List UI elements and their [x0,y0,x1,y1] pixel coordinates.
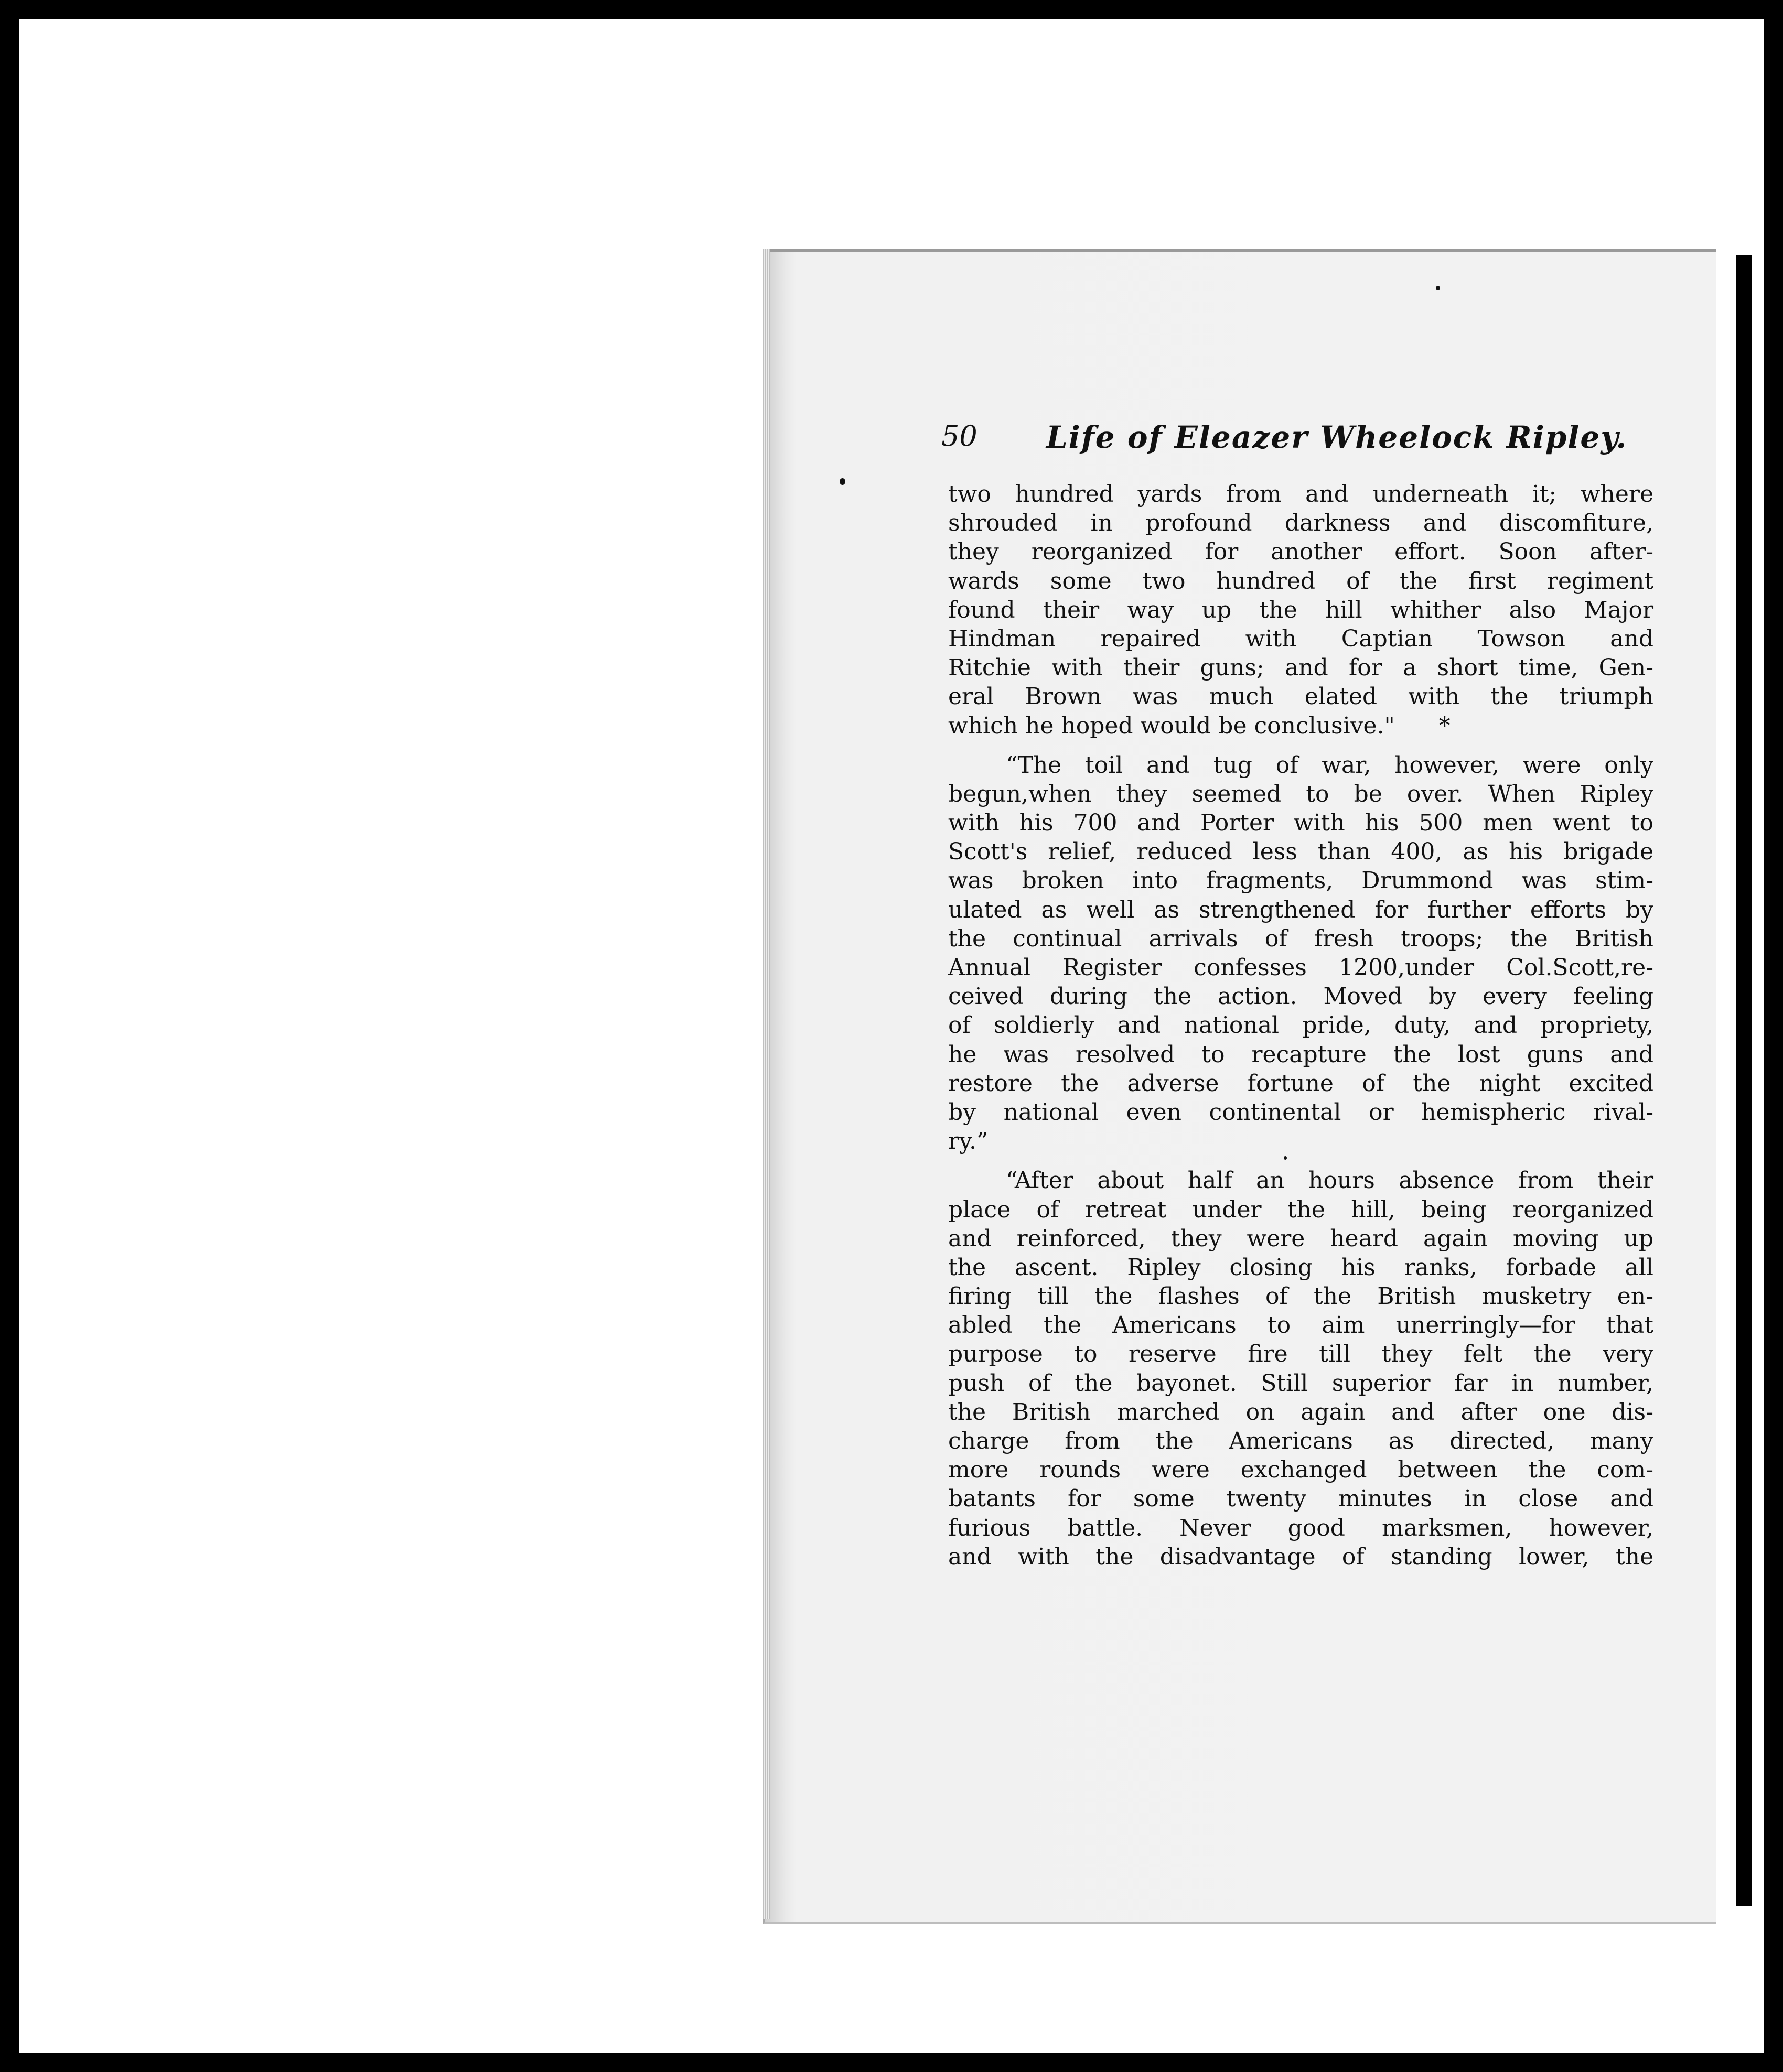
text-line: was broken into fragments, Drummond was stim- [948,867,1653,894]
text-line: purpose to reserve fire till they felt the very [948,1341,1653,1368]
scan-speck [840,478,845,485]
text-line: ceived during the action. Moved by every feeling [948,983,1653,1010]
text-line: they reorganized for another effort. Soon after- [948,538,1653,566]
text-line: shrouded in profound darkness and discomfiture, [948,510,1653,537]
text-line: firing till the flashes of the British musketry en- [948,1283,1653,1310]
text-line: the continual arrivals of fresh troops; the British [948,925,1653,952]
text-line: the ascent. Ripley closing his ranks, forbade all [948,1254,1653,1281]
book-cover-edge [1736,255,1752,1906]
text-line: Scott's relief, reduced less than 400, as his brigade [948,838,1653,866]
text-line: of soldierly and national pride, duty, and propriety, [948,1012,1653,1039]
text-line: ry.” [948,1128,989,1155]
body-text [948,480,1653,1571]
scan-speck [1436,286,1440,290]
text-line: with his 700 and Porter with his 500 men went to [948,810,1653,837]
text-line: by national even continental or hemispheric rival- [948,1098,1653,1126]
text-line: furious battle. Never good marksmen, however, [948,1514,1653,1541]
text-line: place of retreat under the hill, being reorganized [948,1196,1653,1223]
paragraph [948,751,1653,1156]
text-line: push of the bayonet. Still superior far in number, [948,1369,1653,1397]
text-line: and with the disadvantage of standing lower, the [948,1543,1653,1570]
text-line: two hundred yards from and underneath it; where [948,481,1653,508]
text-line: charge from the Americans as directed, many [948,1428,1653,1454]
text-line: which he hoped would be conclusive." * [948,712,1451,739]
running-head [941,419,1665,477]
text-line: Annual Register confesses 1200,under Col.Scott,re- [948,954,1653,981]
running-title: Life of Eleazer Wheelock Ripley. [1046,419,1628,455]
text-line: ulated as well as strengthened for further efforts by [948,896,1653,923]
paragraph [948,480,1653,740]
text-line: more rounds were exchanged between the com- [948,1456,1653,1484]
paragraph [948,1166,1653,1571]
text-line: Ritchie with their guns; and for a short time, Gen- [948,654,1653,682]
page-number: 50 [941,419,978,452]
text-line: restore the adverse fortune of the night excited [948,1070,1653,1097]
text-line: found their way up the hill whither also Major [948,596,1653,623]
text-line: abled the Americans to aim unerringly—for that [948,1312,1653,1339]
text-line: batants for some twenty minutes in close and [948,1485,1653,1513]
text-line: begun,when they seemed to be over. When Ripley [948,780,1653,807]
text-line: and reinforced, they were heard again moving up [948,1225,1653,1252]
text-line: the British marched on again and after one dis- [948,1398,1653,1426]
text-line: Hindman repaired with Captian Towson and [948,625,1653,652]
text-line: eral Brown was much elated with the triumph [948,683,1653,710]
text-line: “After about half an hours absence from their [1006,1167,1653,1194]
text-line: wards some two hundred of the first regiment [948,567,1653,595]
text-line: he was resolved to recapture the lost guns and [948,1041,1653,1068]
text-line: “The toil and tug of war, however, were only [1006,751,1653,779]
page-edge [763,249,770,1919]
